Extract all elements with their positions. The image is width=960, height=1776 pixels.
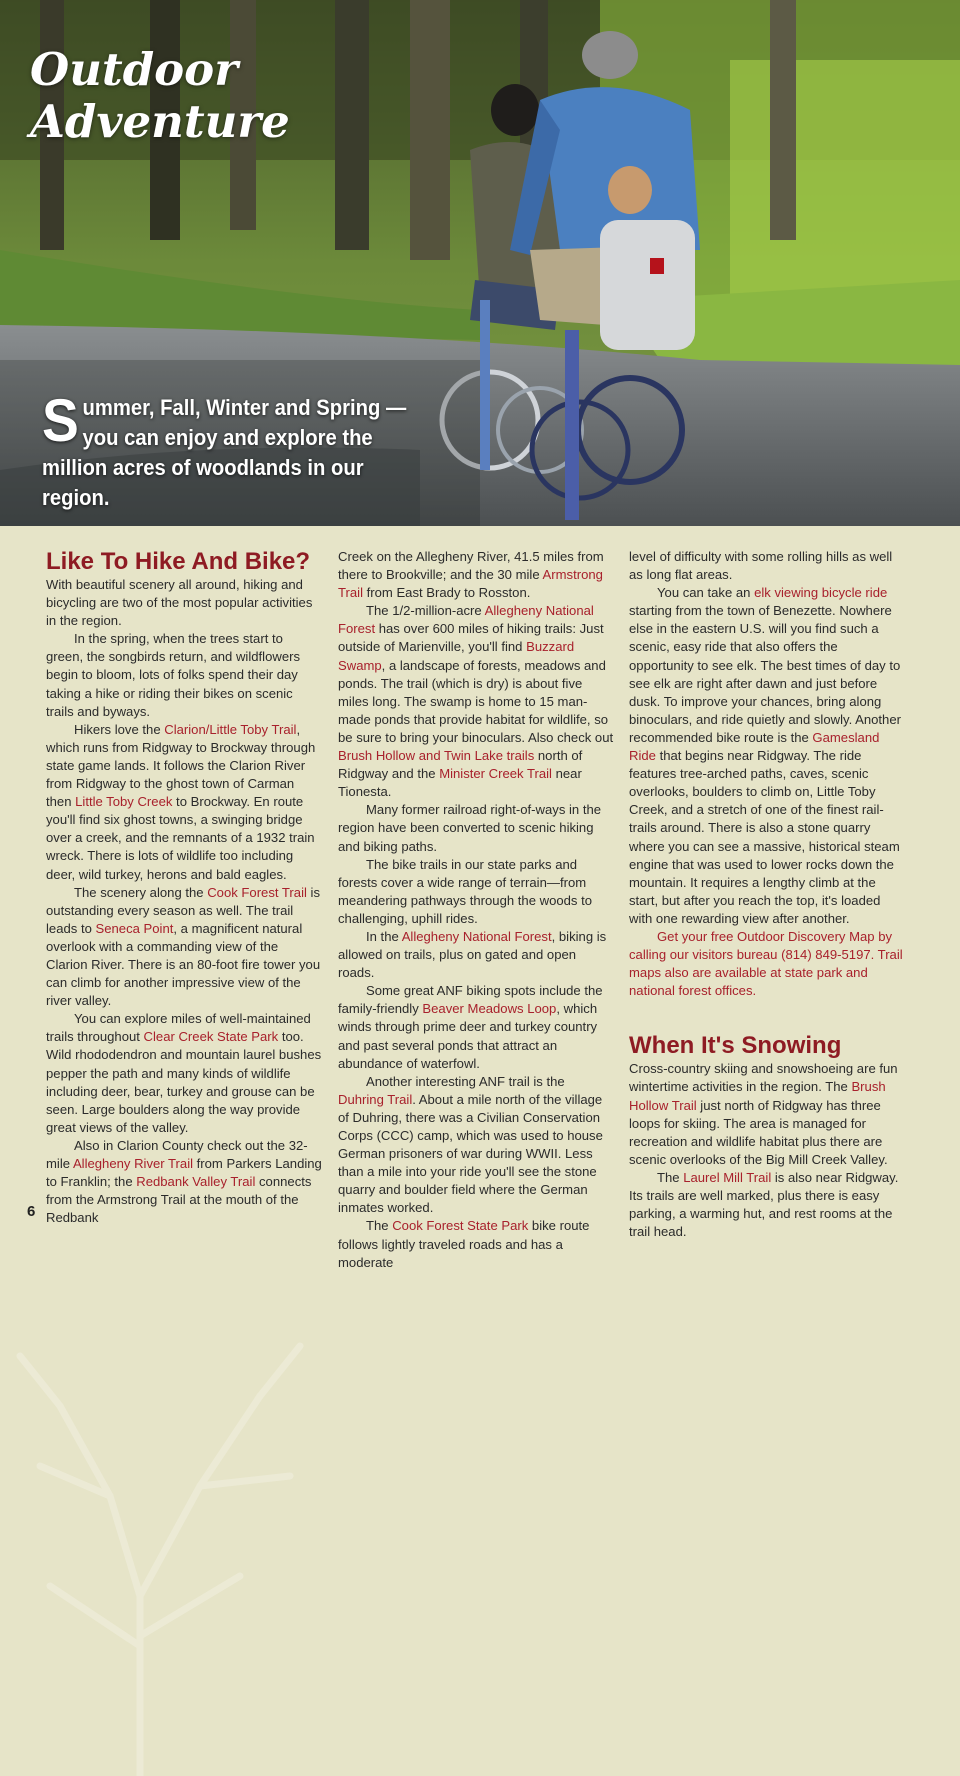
text: You can explore miles of well-maintained trails throughout	[46, 1011, 311, 1045]
text: Hikers love the	[74, 721, 165, 737]
paragraph	[338, 1073, 614, 1218]
paragraph: level of difficulty with some rolling hills as well as long flat areas.	[629, 549, 893, 583]
title-line-2: Adventure	[30, 95, 290, 148]
text: The	[366, 1218, 393, 1234]
tree-watermark-graphic	[0, 1316, 330, 1776]
trail-name-highlight: Duhring Trail	[338, 1091, 413, 1107]
hero-tagline	[42, 387, 428, 513]
trail-name-highlight: Laurel Mill Trail	[683, 1169, 772, 1185]
heading-hike-and-bike: Like To Hike And Bike?	[46, 548, 311, 575]
article-body	[0, 526, 960, 1270]
text: has over 600 miles of hiking trails: Just outside of Marienville, you'll find	[338, 621, 604, 655]
text: The	[657, 1169, 684, 1185]
column-2	[338, 548, 614, 1272]
text: north of Ridgway and the	[338, 748, 583, 782]
paragraph	[46, 1137, 322, 1227]
text: is outstanding every season as well. The trail leads to	[46, 884, 320, 936]
trail-name-highlight: Redbank Valley Trail	[136, 1174, 256, 1190]
paragraph	[338, 982, 614, 1072]
paragraph	[338, 602, 614, 801]
paragraph: In the spring, when the trees start to green, the songbirds return, and wildflowers begin to bloom, lots of folks spend their day taking a hike or riding their bikes on scenic trails and byways.	[46, 631, 301, 719]
discovery-map-callout: Get your free Outdoor Discovery Map by calling our visitors bureau (814) 849-5197. Trail maps also are available at state park and national forest offices.	[629, 928, 903, 999]
page-number: 6	[27, 1203, 36, 1220]
title-line-1: Outdoor	[30, 43, 238, 96]
paragraph	[629, 1169, 905, 1241]
text: Also in Clarion County check out the 32-mile	[46, 1137, 308, 1171]
park-name-highlight: Clear Creek State Park	[143, 1029, 279, 1045]
text: from East Brady to Rosston.	[362, 585, 531, 601]
text: near Tionesta.	[338, 766, 582, 800]
text: starting from the town of Benezette. Nowhere else in the eastern U.S. will you find such a scenic, easy ride that also offers the opportunity to see elk. The best times of day to see elk are right after dawn and just before dusk. To improve your chances, bring along binoculars, and ride quietly and slowly. Another recommended bike route is the	[629, 603, 901, 745]
park-name-highlight: Cook Forest State Park	[392, 1218, 529, 1234]
ride-name-highlight: elk viewing bicycle ride	[754, 585, 888, 601]
trail-name-highlight: Cook Forest Trail	[207, 884, 307, 900]
paragraph	[338, 1217, 614, 1271]
paragraph	[629, 1060, 905, 1169]
trail-name-highlight: Armstrong Trail	[338, 567, 603, 601]
text: Another interesting ANF trail is the	[366, 1073, 565, 1089]
text: , biking is allowed on trails, plus on gated and open roads.	[338, 928, 607, 981]
ride-name-highlight: Gamesland Ride	[629, 729, 880, 764]
text: that begins near Ridgway. The ride features tree-arched paths, caves, scenic overlooks, boulders to climb on, Little Toby Creek, and a stretch of one of the finest rail-trails around. There is also a stone quarry where you can see a massive, historical steam engine that was used to lower rocks down the mountain. It requires a lengthy climb at the start, but after you reach the top, it's loaded with one rewarding view after another.	[629, 748, 900, 926]
text: , which winds through prime deer and turkey country and past several ponds that attract an abundance of waterfowl.	[338, 1001, 598, 1071]
text: , a landscape of forests, meadows and ponds. The trail (which is dry) is about five miles long. The swamp is home to 15 man-made ponds that provide habitat for wildlife, so be sure to bring your binoculars. Also check out	[338, 657, 614, 745]
text: bike route follows lightly traveled roads and has a moderate	[338, 1218, 590, 1270]
trail-name-highlight: Brush Hollow and Twin Lake trails	[338, 748, 535, 764]
trail-name-highlight: Minister Creek Trail	[439, 766, 552, 782]
trail-name-highlight: Brush Hollow Trail	[629, 1079, 886, 1113]
forest-name-highlight: Allegheny National Forest	[338, 603, 594, 637]
place-name-highlight: Buzzard Swamp	[338, 639, 575, 673]
paragraph	[46, 1010, 322, 1137]
forest-name-highlight: Allegheny National Forest	[401, 928, 552, 944]
page-title	[30, 44, 290, 148]
text: from Parkers Landing to Franklin; the	[46, 1156, 322, 1190]
trail-name-highlight: Clarion/Little Toby Trail	[164, 721, 297, 737]
paragraph: The bike trails in our state parks and forests cover a wide range of terrain—from meandering pathways through the woods to challenging, uphill rides.	[338, 856, 593, 926]
heading-when-snowing: When It's Snowing	[629, 1032, 842, 1060]
tagline-text: ummer, Fall, Winter and Spring — you can enjoy and explore the million acres of woodlands in our region.	[42, 395, 407, 510]
text: The scenery along the	[74, 884, 208, 900]
paragraph: With beautiful scenery all around, hiking and bicycling are two of the most popular activities in the region.	[46, 577, 313, 629]
trail-name-highlight: Beaver Meadows Loop	[422, 1001, 557, 1017]
text: . About a mile north of the village of Duhring, there was a Civilian Conservation Corps (CCC) camp, which was used to house German prisoners of war during WWII. Less than a mile into your ride you'll see the stone quarry and boulder field where the German inmates worked.	[338, 1091, 603, 1216]
text: to Brockway. En route you'll find six ghost towns, a swinging bridge over a creek, and the remnants of a 1932 train wreck. There is lots of wildlife too including deer, wild turkey, herons and bald eagles.	[46, 794, 315, 882]
text: Creek on the Allegheny River, 41.5 miles from there to Brookville; and the 30 mile	[338, 549, 604, 583]
paragraph	[338, 548, 614, 602]
place-name-highlight: Seneca Point	[95, 920, 174, 936]
text: too. Wild rhododendron and mountain laurel bushes pepper the path and many kinds of wildlife including deer, bear, turkey and grouse can be seen. Large boulders along the way provide great views of the valley.	[46, 1029, 322, 1135]
paragraph	[338, 928, 614, 982]
tagline-dropcap: S	[42, 387, 79, 454]
text: connects from the Armstrong Trail at the mouth of the Redbank	[46, 1174, 312, 1226]
trail-name-highlight: Little Toby Creek	[75, 794, 173, 810]
paragraph	[46, 721, 322, 884]
text: You can take an	[657, 585, 755, 601]
paragraph: Many former railroad right-of-ways in the region have been converted to scenic hiking and biking paths.	[338, 802, 602, 854]
column-1	[46, 548, 322, 1227]
text: is also near Ridgway. Its trails are well marked, plus there is easy parking, a warming hut, and rest rooms at the trail head.	[629, 1169, 899, 1240]
text: , a magnificent natural overlook with a commanding view of the Clarion River. There is an 80-foot fire tower you can climb for another impressive view of the river valley.	[46, 920, 321, 1009]
trail-name-highlight: Allegheny River Trail	[72, 1156, 194, 1171]
text: The 1/2-million-acre	[366, 603, 485, 619]
paragraph	[46, 884, 322, 1011]
text: Some great ANF biking spots include the family-friendly	[338, 983, 603, 1017]
hero-photo	[0, 0, 960, 526]
column-3	[629, 548, 905, 1241]
text: just north of Ridgway has three loops for skiing. The area is managed for recreation and wildlife habitat plus there are scenic overlooks of the Big Mill Creek Valley.	[629, 1097, 888, 1167]
paragraph	[629, 584, 905, 928]
text: In the	[366, 928, 402, 944]
text: Cross-country skiing and snowshoeing are fun wintertime activities in the region. The	[629, 1061, 898, 1095]
text: , which runs from Ridgway to Brockway through state game lands. It follows the Clarion River from Ridgway to the ghost town of Carman then	[46, 721, 316, 810]
